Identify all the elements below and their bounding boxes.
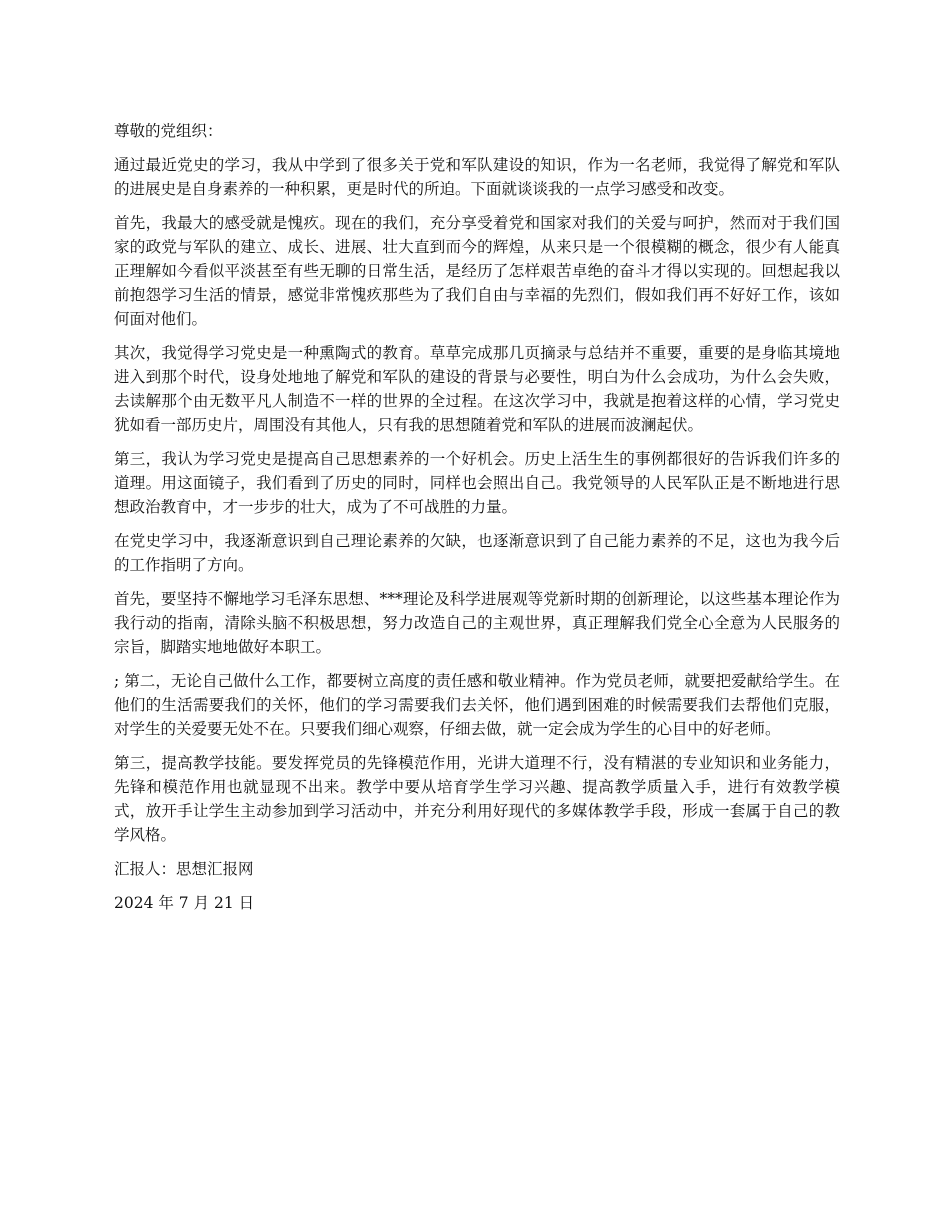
- paragraph-3: 其次，我觉得学习党史是一种熏陶式的教育。草草完成那几页摘录与总结并不重要，重要的是身临其境地进入到那个时代，设身处地地了解党和军队的建设的背景与必要性，明白为什么会成功，为什么会失败，去读解那个由无数平凡人制造不一样的世界的全过程。在这次学习中，我就是抱着这样的心情，学习党史犹如看一部历史片，周围没有其他人，只有我的思想随着党和军队的进展而波澜起伏。: [114, 344, 840, 434]
- date-line: 2024 年 7 月 21 日: [114, 894, 255, 912]
- reporter-line: 汇报人：思想汇报网: [114, 860, 254, 878]
- paragraph-4: 第三，我认为学习党史是提高自己思想素养的一个好机会。历史上活生生的事例都很好的告诉我们许多的道理。用这面镜子，我们看到了历史的同时，同样也会照出自己。我党领导的人民军队正是不断地进行思想政治教育中，才一步步的壮大，成为了不可战胜的力量。: [114, 450, 840, 516]
- paragraph-1: 通过最近党史的学习，我从中学到了很多关于党和军队建设的知识，作为一名老师，我觉得了解党和军队的进展史是自身素养的一种积累，更是时代的所迫。下面就谈谈我的一点学习感受和改变。: [114, 156, 840, 198]
- paragraph-5: 在党史学习中，我逐渐意识到自己理论素养的欠缺，也逐渐意识到了自己能力素养的不足，这也为我今后的工作指明了方向。: [114, 532, 840, 574]
- paragraph-6: 首先，要坚持不懈地学习毛泽东思想、***理论及科学进展观等党新时期的创新理论，以这些基本理论作为我行动的指南，清除头脑不积极思想，努力改造自己的主观世界，真正理解我们党全心全意为人民服务的宗旨，脚踏实地地做好本职工。: [114, 590, 840, 656]
- salutation: 尊敬的党组织：: [114, 122, 223, 140]
- paragraph-8: 第三，提高教学技能。要发挥党员的先锋模范作用，光讲大道理不行，没有精湛的专业知识和业务能力，先锋和模范作用也就显现不出来。教学中要从培育学生学习兴趣、提高教学质量入手，进行有效教学模式，放开手让学生主动参加到学习活动中，并充分利用好现代的多媒体教学手段，形成一套属于自己的教学风格。: [114, 754, 840, 844]
- paragraph-2: 首先，我最大的感受就是愧疚。现在的我们，充分享受着党和国家对我们的关爱与呵护，然而对于我们国家的政党与军队的建立、成长、进展、壮大直到而今的辉煌，从来只是一个很模糊的概念，很少有人能真正理解如今看似平淡甚至有些无聊的日常生活，是经历了怎样艰苦卓绝的奋斗才得以实现的。回想起我以前抱怨学习生活的情景，感觉非常愧疚那些为了我们自由与幸福的先烈们，假如我们再不好好工作，该如何面对他们。: [114, 214, 840, 328]
- paragraph-7: ; 第二，无论自己做什么工作，都要树立高度的责任感和敬业精神。作为党员老师，就要把爱献给学生。在他们的生活需要我们的关怀，他们的学习需要我们去关怀，他们遇到困难的时候需要我们去帮他们克服，对学生的关爱要无处不在。只要我们细心观察，仔细去做，就一定会成为学生的心目中的好老师。: [114, 672, 840, 738]
- document-body: [114, 119, 840, 925]
